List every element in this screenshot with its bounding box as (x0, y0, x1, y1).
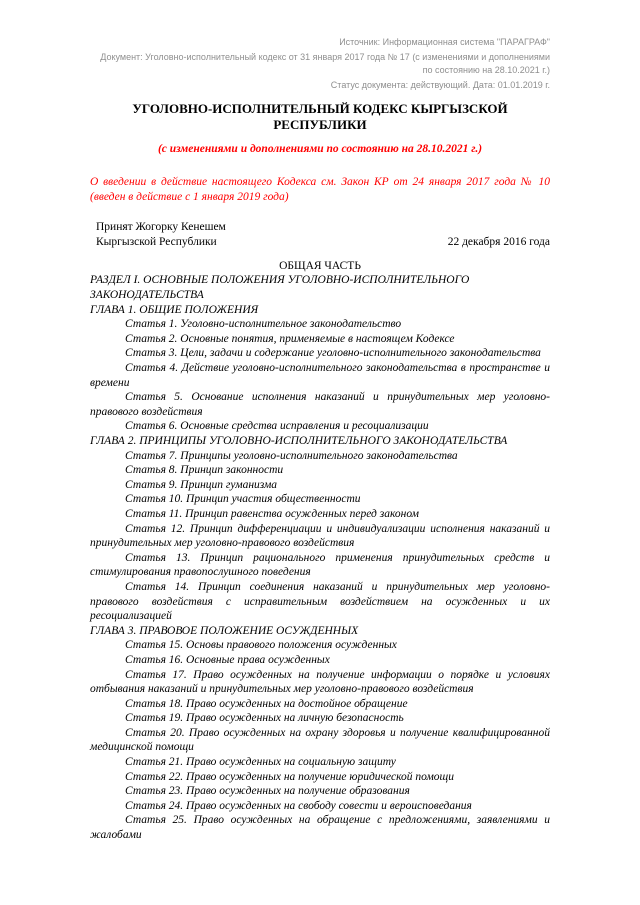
article-line: Статья 12. Принцип дифференциации и индивидуализации исполнения наказаний и принудительных мер уголовно-правового воздействия (90, 522, 550, 550)
article-line: Статья 13. Принцип рационального применения принудительных средств и стимулирования правопослушного поведения (90, 551, 550, 579)
chapter-heading: ГЛАВА 2. ПРИНЦИПЫ УГОЛОВНО-ИСПОЛНИТЕЛЬНОГО ЗАКОНОДАТЕЛЬСТВА (90, 435, 508, 448)
article-line: Статья 2. Основные понятия, применяемые в настоящем Кодексе (125, 332, 455, 345)
article-line: Статья 21. Право осужденных на социальную защиту (125, 756, 396, 769)
adoption-block (90, 220, 550, 250)
adopted-line-1: Принят Жогорку Кенешем (96, 220, 226, 233)
document-body (90, 273, 550, 842)
article-line: Статья 24. Право осужденных на свободу совести и вероисповедания (125, 799, 472, 812)
article-line: Статья 10. Принцип участия общественности (125, 493, 361, 506)
article-line: Статья 14. Принцип соединения наказаний и принудительных мер уголовно-правового воздействия с исправительным воздействием на осужденных и их ресоциализацией (90, 580, 550, 623)
chapter-heading: ГЛАВА 1. ОБЩИЕ ПОЛОЖЕНИЯ (90, 303, 259, 316)
meta-document-line: Документ: Уголовно-исполнительный кодекс от 31 января 2017 года № 17 (с изменениями и дополнениями по состоянию на 28.10.2021 г.) (100, 52, 550, 75)
part-heading: ОБЩАЯ ЧАСТЬ (279, 259, 361, 272)
article-line: Статья 20. Право осужденных на охрану здоровья и получение квалифицированной медицинской помощи (90, 726, 550, 754)
intro-note: О введении в действие настоящего Кодекса см. Закон КР от 24 января 2017 года № 10 (введен в действие с 1 января 2019 года) (90, 175, 550, 203)
article-line: Статья 15. Основы правового положения осужденных (125, 639, 397, 652)
meta-source-line: Источник: Информационная система "ПАРАГРАФ" (339, 37, 550, 47)
article-line: Статья 3. Цели, задачи и содержание уголовно-исполнительного законодательства (125, 347, 541, 360)
article-line: Статья 4. Действие уголовно-исполнительного законодательства в пространстве и времени (90, 362, 550, 389)
article-line: Статья 17. Право осужденных на получение информации о порядке и условиях отбывания наказаний и принудительных мер уголовно-правового воздействия (90, 668, 550, 696)
document-meta (90, 36, 550, 92)
section-heading: РАЗДЕЛ I. ОСНОВНЫЕ ПОЛОЖЕНИЯ УГОЛОВНО-ИСПОЛНИТЕЛЬНОГО ЗАКОНОДАТЕЛЬСТВА (90, 274, 470, 302)
article-line: Статья 5. Основание исполнения наказаний и принудительных мер уголовно-правового воздействия (90, 391, 550, 418)
chapter-heading: ГЛАВА 3. ПРАВОВОЕ ПОЛОЖЕНИЕ ОСУЖДЕННЫХ (90, 624, 359, 637)
article-line: Статья 1. Уголовно-исполнительное законодательство (125, 318, 402, 331)
article-line: Статья 6. Основные средства исправления и ресоциализации (125, 420, 429, 433)
article-line: Статья 9. Принцип гуманизма (125, 478, 278, 491)
article-line: Статья 18. Право осужденных на достойное обращение (125, 697, 408, 710)
article-line: Статья 23. Право осужденных на получение образования (125, 785, 410, 798)
article-line: Статья 7. Принципы уголовно-исполнительного законодательства (125, 449, 458, 462)
document-title: УГОЛОВНО-ИСПОЛНИТЕЛЬНЫЙ КОДЕКС КЫРГЫЗСКОЙ РЕСПУБЛИКИ (132, 101, 508, 133)
article-line: Статья 11. Принцип равенства осужденных перед законом (125, 507, 419, 520)
document-subtitle: (с изменениями и дополнениями по состоянию на 28.10.2021 г.) (157, 143, 483, 156)
adoption-date: 22 декабря 2016 года (447, 235, 550, 248)
meta-status-line: Статус документа: действующий. Дата: 01.01.2019 г. (330, 80, 550, 90)
article-line: Статья 25. Право осужденных на обращение с предложениями, заявлениями и жалобами (90, 814, 550, 842)
article-line: Статья 19. Право осужденных на личную безопасность (125, 712, 404, 725)
adopted-line-2: Кыргызской Республики (96, 235, 217, 248)
article-line: Статья 16. Основные права осужденных (125, 653, 330, 666)
article-line: Статья 22. Право осужденных на получение юридической помощи (125, 770, 454, 783)
article-line: Статья 8. Принцип законности (125, 464, 284, 477)
